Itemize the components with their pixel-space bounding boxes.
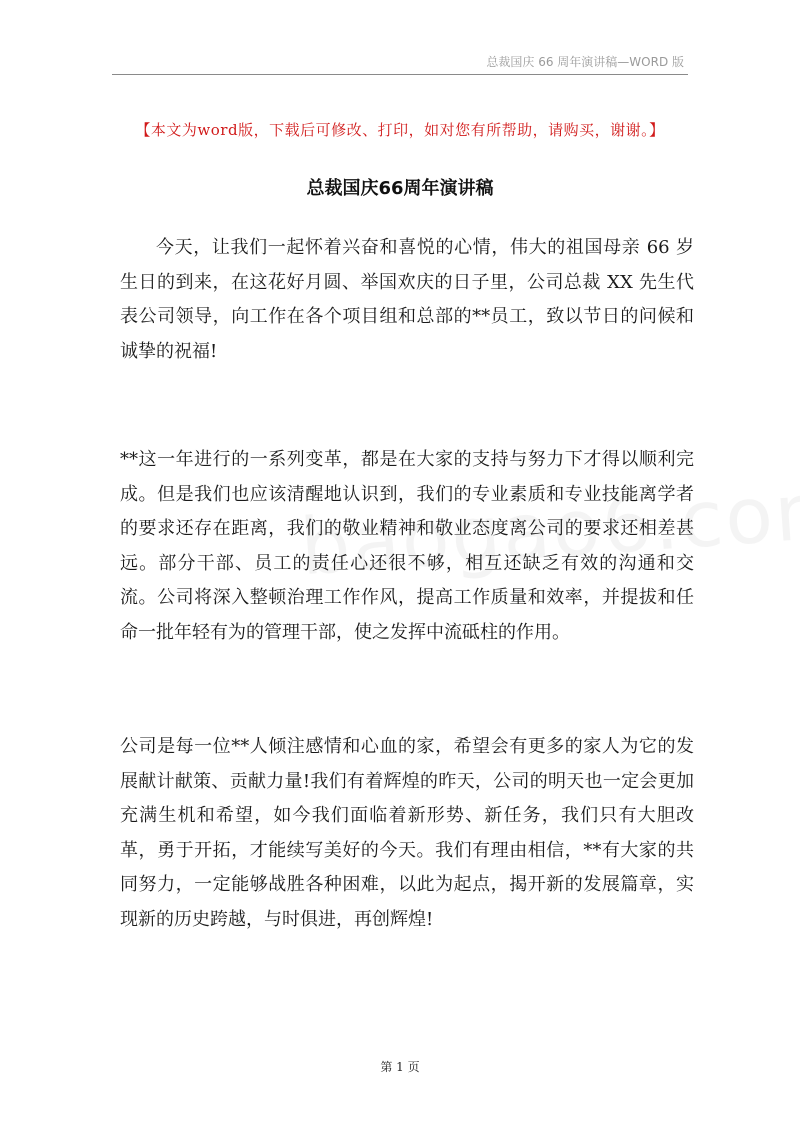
document-title: 总裁国庆66周年演讲稿 — [306, 178, 494, 199]
purchase-notice: 【本文为word版，下载后可修改、打印，如对您有所帮助，请购买，谢谢。】 — [135, 121, 665, 139]
body-paragraph-1: 今天，让我们一起怀着兴奋和喜悦的心情，伟大的祖国母亲 66 岁生日的到来，在这花好月圆、举国欢庆的日子里，公司总裁 XX 先生代表公司领导，向工作在各个项目组和总部的**员工，致以节日的问候和诚挚的祝福! — [120, 237, 694, 362]
header-divider — [112, 74, 688, 75]
running-header: 总裁国庆 66 周年演讲稿—WORD 版 — [486, 55, 684, 69]
page-number: 第 1 页 — [380, 1060, 420, 1074]
body-paragraph-3: 公司是每一位**人倾注感情和心血的家，希望会有更多的家人为它的发展献计献策、贡献力量!我们有着辉煌的昨天，公司的明天也一定会更加充满生机和希望，如今我们面临着新形势、新任务，我们只有大胆改革，勇于开拓，才能续写美好的今天。我们有理由相信，**有大家的共同努力，一定能够战胜各种困难，以此为起点，揭开新的发展篇章，实现新的历史跨越，与时俱进，再创辉煌! — [120, 736, 694, 930]
body-paragraph-2: **这一年进行的一系列变革，都是在大家的支持与努力下才得以顺利完成。但是我们也应该清醒地认识到，我们的专业素质和专业技能离学者的要求还存在距离，我们的敬业精神和敬业态度离公司的要求还相差甚远。部分干部、员工的责任心还很不够，相互还缺乏有效的沟通和交流。公司将深入整顿治理工作作风，提高工作质量和效率，并提拔和任命一批年轻有为的管理干部，使之发挥中流砥柱的作用。 — [120, 449, 694, 643]
